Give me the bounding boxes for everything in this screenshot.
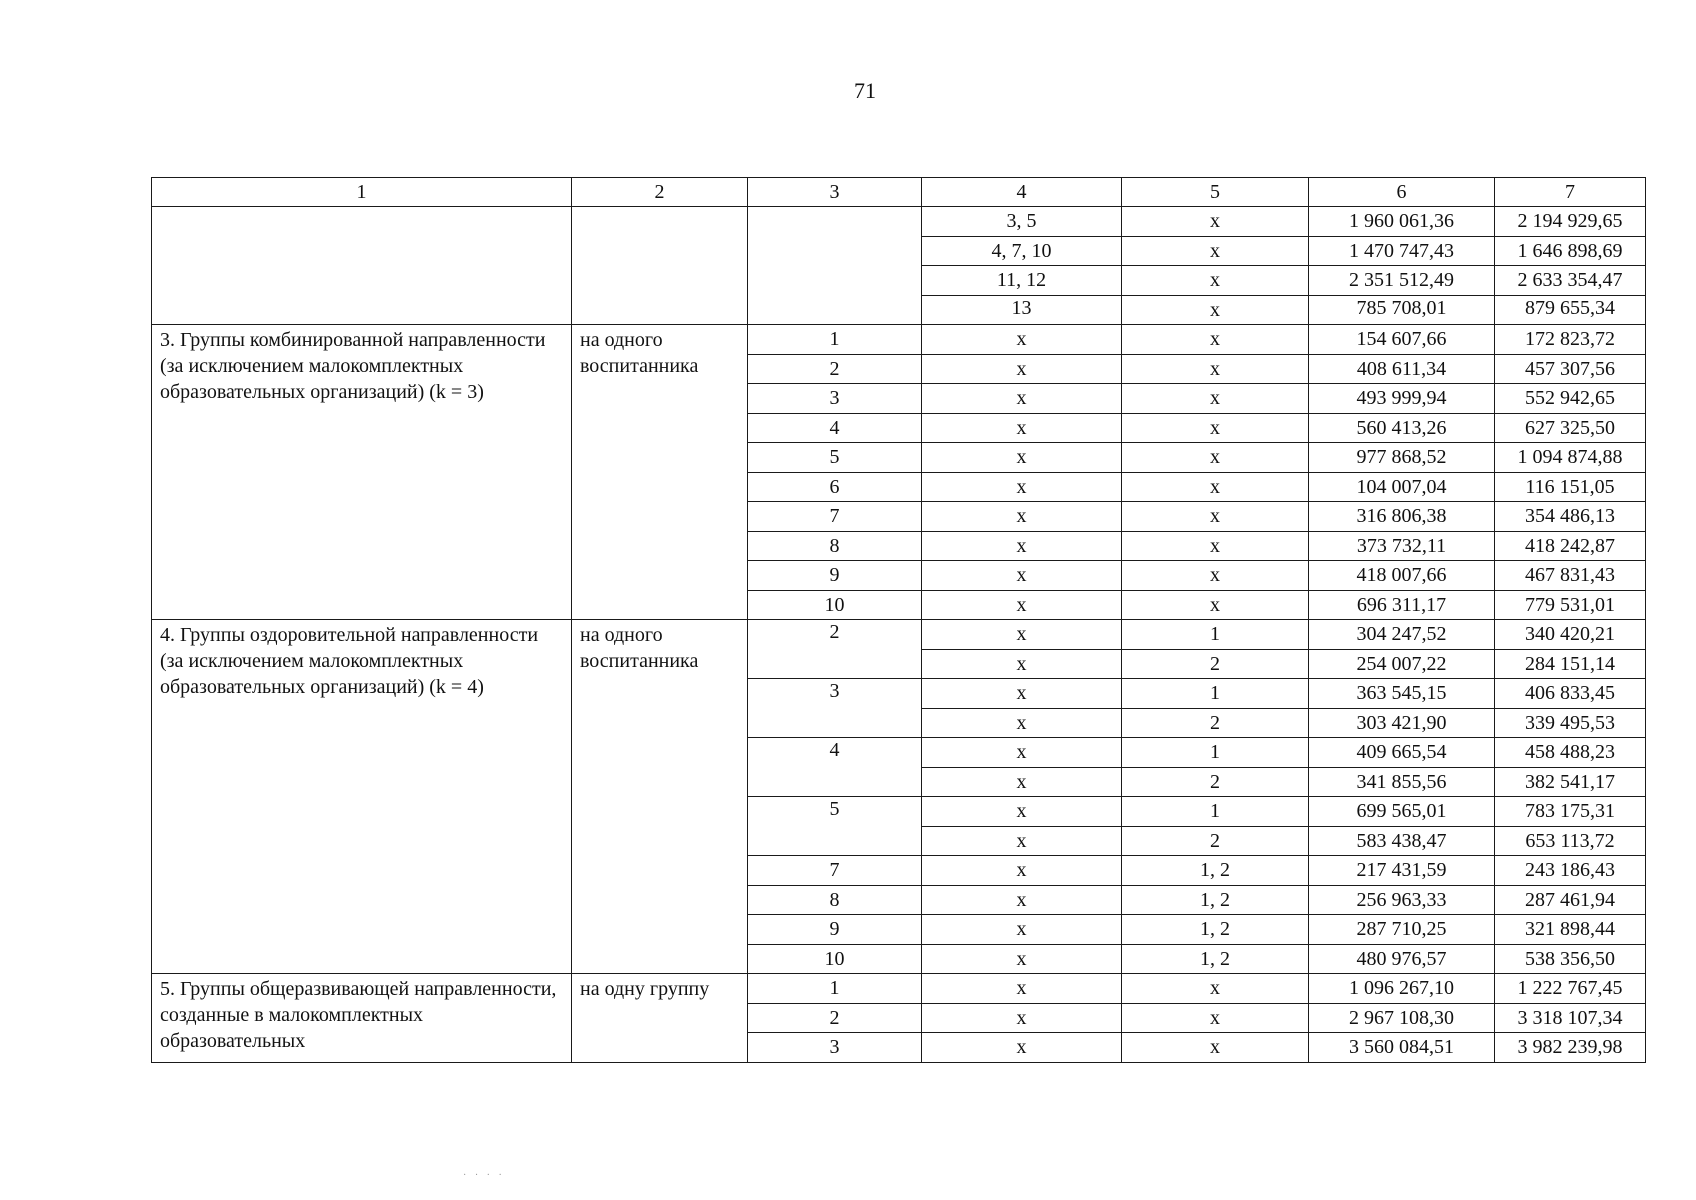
cell-col7: 779 531,01 <box>1495 590 1646 620</box>
cell-col5: 1 <box>1122 620 1309 650</box>
cell-col4: х <box>922 944 1122 974</box>
table-row <box>152 207 1646 237</box>
cell-col5: 1 <box>1122 738 1309 768</box>
cell-col6: 583 438,47 <box>1309 826 1495 856</box>
cell-col7: 354 486,13 <box>1495 502 1646 532</box>
cell-col5: 1, 2 <box>1122 856 1309 886</box>
cell-col7: 418 242,87 <box>1495 531 1646 561</box>
cell-col4: х <box>922 472 1122 502</box>
group-description-cell: 4. Группы оздоровительной направленности (за исключением малокомплектных образовательных организаций) (k = 4) <box>152 620 572 974</box>
cell-col3: 1 <box>748 325 922 355</box>
age-group-cell <box>748 207 922 325</box>
cell-col6: 104 007,04 <box>1309 472 1495 502</box>
unit-cell: на одну группу <box>572 974 748 1063</box>
cell-col3: 2 <box>748 620 922 679</box>
cell-col5: 1, 2 <box>1122 885 1309 915</box>
cell-col7: 321 898,44 <box>1495 915 1646 945</box>
column-header: 7 <box>1495 178 1646 207</box>
cell-col4: х <box>922 325 1122 355</box>
cell-col6: 696 311,17 <box>1309 590 1495 620</box>
cell-col4: х <box>922 826 1122 856</box>
group-description-cell: 3. Группы комбинированной направленности (за исключением малокомплектных образовательных организаций) (k = 3) <box>152 325 572 620</box>
cell-col6: 699 565,01 <box>1309 797 1495 827</box>
cell-col7: 172 823,72 <box>1495 325 1646 355</box>
cell-col7: 287 461,94 <box>1495 885 1646 915</box>
cell-col5: х <box>1122 561 1309 591</box>
cell-col7: 3 318 107,34 <box>1495 1003 1646 1033</box>
cell-col7: 457 307,56 <box>1495 354 1646 384</box>
column-header: 4 <box>922 178 1122 207</box>
cell-col3: 6 <box>748 472 922 502</box>
cell-col4: 4, 7, 10 <box>922 236 1122 266</box>
column-header: 1 <box>152 178 572 207</box>
cell-col4: х <box>922 502 1122 532</box>
cell-col5: х <box>1122 266 1309 296</box>
cell-col5: 1 <box>1122 679 1309 709</box>
cell-col4: х <box>922 885 1122 915</box>
cell-col7: 2 194 929,65 <box>1495 207 1646 237</box>
cell-col7: 340 420,21 <box>1495 620 1646 650</box>
cell-col5: 1, 2 <box>1122 915 1309 945</box>
cell-col3: 8 <box>748 531 922 561</box>
cell-col3: 1 <box>748 974 922 1004</box>
cell-col7: 406 833,45 <box>1495 679 1646 709</box>
cell-col7: 1 094 874,88 <box>1495 443 1646 473</box>
cell-col3: 3 <box>748 679 922 738</box>
table-row <box>152 325 1646 355</box>
cell-col4: х <box>922 531 1122 561</box>
cell-col3: 2 <box>748 354 922 384</box>
unit-cell: на одного воспитанника <box>572 620 748 974</box>
cell-col6: 316 806,38 <box>1309 502 1495 532</box>
cell-col4: х <box>922 649 1122 679</box>
cell-col3: 9 <box>748 915 922 945</box>
cell-col3: 5 <box>748 797 922 856</box>
scan-artifact: · · · · <box>463 1170 505 1181</box>
cell-col5: 2 <box>1122 767 1309 797</box>
cell-col7: 243 186,43 <box>1495 856 1646 886</box>
cell-col5: х <box>1122 1033 1309 1063</box>
cell-col7: 1 222 767,45 <box>1495 974 1646 1004</box>
cell-col4: х <box>922 413 1122 443</box>
cell-col5: х <box>1122 1003 1309 1033</box>
cell-col7: 3 982 239,98 <box>1495 1033 1646 1063</box>
group-description-cell: 5. Группы общеразвивающей направленности, созданные в малокомплектных образовательных <box>152 974 572 1063</box>
cell-col5: х <box>1122 531 1309 561</box>
page-number: 71 <box>854 78 876 103</box>
cell-col5: 1 <box>1122 797 1309 827</box>
cell-col6: 256 963,33 <box>1309 885 1495 915</box>
cell-col3: 3 <box>748 384 922 414</box>
cell-col3: 4 <box>748 738 922 797</box>
cell-col6: 3 560 084,51 <box>1309 1033 1495 1063</box>
column-header: 6 <box>1309 178 1495 207</box>
cell-col3: 7 <box>748 856 922 886</box>
cell-col3: 8 <box>748 885 922 915</box>
cell-col4: х <box>922 354 1122 384</box>
cell-col4: х <box>922 1033 1122 1063</box>
cell-col6: 1 960 061,36 <box>1309 207 1495 237</box>
cell-col4: х <box>922 738 1122 768</box>
cell-col3: 4 <box>748 413 922 443</box>
cell-col5: х <box>1122 413 1309 443</box>
cell-col5: х <box>1122 325 1309 355</box>
cell-col4: х <box>922 561 1122 591</box>
cell-col6: 1 470 747,43 <box>1309 236 1495 266</box>
cell-col7: 116 151,05 <box>1495 472 1646 502</box>
cell-col6: 2 967 108,30 <box>1309 1003 1495 1033</box>
cell-col7: 552 942,65 <box>1495 384 1646 414</box>
normative-cost-table <box>151 177 1646 1063</box>
cell-col6: 560 413,26 <box>1309 413 1495 443</box>
cell-col6: 287 710,25 <box>1309 915 1495 945</box>
column-header: 5 <box>1122 178 1309 207</box>
cell-col7: 627 325,50 <box>1495 413 1646 443</box>
cell-col7: 382 541,17 <box>1495 767 1646 797</box>
cell-col5: 2 <box>1122 708 1309 738</box>
cell-col7: 339 495,53 <box>1495 708 1646 738</box>
cell-col3: 5 <box>748 443 922 473</box>
table-row <box>152 620 1646 650</box>
cell-col4: х <box>922 1003 1122 1033</box>
cell-col5: 1, 2 <box>1122 944 1309 974</box>
cell-col4: х <box>922 856 1122 886</box>
cell-col5: х <box>1122 502 1309 532</box>
cell-col6: 977 868,52 <box>1309 443 1495 473</box>
cell-col6: 254 007,22 <box>1309 649 1495 679</box>
cell-col4: х <box>922 443 1122 473</box>
group-description-cell <box>152 207 572 325</box>
table-row <box>152 974 1646 1004</box>
cell-col4: 11, 12 <box>922 266 1122 296</box>
cell-col3: 10 <box>748 944 922 974</box>
cell-col6: 304 247,52 <box>1309 620 1495 650</box>
cell-col5: х <box>1122 295 1309 325</box>
cell-col7: 1 646 898,69 <box>1495 236 1646 266</box>
cell-col6: 154 607,66 <box>1309 325 1495 355</box>
cell-col6: 1 096 267,10 <box>1309 974 1495 1004</box>
cell-col5: х <box>1122 207 1309 237</box>
cell-col4: х <box>922 384 1122 414</box>
column-number-row <box>152 178 1646 207</box>
cell-col6: 785 708,01 <box>1309 295 1495 325</box>
cell-col7: 467 831,43 <box>1495 561 1646 591</box>
column-header: 2 <box>572 178 748 207</box>
cell-col3: 9 <box>748 561 922 591</box>
cell-col4: х <box>922 974 1122 1004</box>
cell-col5: х <box>1122 354 1309 384</box>
cell-col5: х <box>1122 472 1309 502</box>
cell-col6: 363 545,15 <box>1309 679 1495 709</box>
cell-col6: 480 976,57 <box>1309 944 1495 974</box>
cell-col6: 341 855,56 <box>1309 767 1495 797</box>
cell-col7: 458 488,23 <box>1495 738 1646 768</box>
cell-col3: 2 <box>748 1003 922 1033</box>
cell-col7: 879 655,34 <box>1495 295 1646 325</box>
cell-col5: 2 <box>1122 826 1309 856</box>
cell-col5: х <box>1122 384 1309 414</box>
cell-col5: х <box>1122 236 1309 266</box>
cell-col4: х <box>922 797 1122 827</box>
unit-cell: на одного воспитанника <box>572 325 748 620</box>
cell-col6: 2 351 512,49 <box>1309 266 1495 296</box>
cell-col3: 10 <box>748 590 922 620</box>
cell-col4: х <box>922 915 1122 945</box>
cell-col4: х <box>922 590 1122 620</box>
unit-cell <box>572 207 748 325</box>
cell-col5: х <box>1122 974 1309 1004</box>
cell-col5: 2 <box>1122 649 1309 679</box>
cell-col6: 409 665,54 <box>1309 738 1495 768</box>
cell-col3: 7 <box>748 502 922 532</box>
cell-col4: 13 <box>922 295 1122 325</box>
cell-col3: 3 <box>748 1033 922 1063</box>
cell-col4: х <box>922 767 1122 797</box>
cell-col5: х <box>1122 590 1309 620</box>
cell-col7: 2 633 354,47 <box>1495 266 1646 296</box>
column-header: 3 <box>748 178 922 207</box>
cell-col6: 373 732,11 <box>1309 531 1495 561</box>
cell-col7: 284 151,14 <box>1495 649 1646 679</box>
cell-col6: 418 007,66 <box>1309 561 1495 591</box>
cell-col7: 538 356,50 <box>1495 944 1646 974</box>
cell-col6: 408 611,34 <box>1309 354 1495 384</box>
cell-col7: 783 175,31 <box>1495 797 1646 827</box>
cell-col6: 217 431,59 <box>1309 856 1495 886</box>
cell-col5: х <box>1122 443 1309 473</box>
cell-col6: 303 421,90 <box>1309 708 1495 738</box>
cell-col6: 493 999,94 <box>1309 384 1495 414</box>
cell-col4: х <box>922 708 1122 738</box>
cell-col4: х <box>922 620 1122 650</box>
cell-col7: 653 113,72 <box>1495 826 1646 856</box>
cell-col4: х <box>922 679 1122 709</box>
cell-col4: 3, 5 <box>922 207 1122 237</box>
